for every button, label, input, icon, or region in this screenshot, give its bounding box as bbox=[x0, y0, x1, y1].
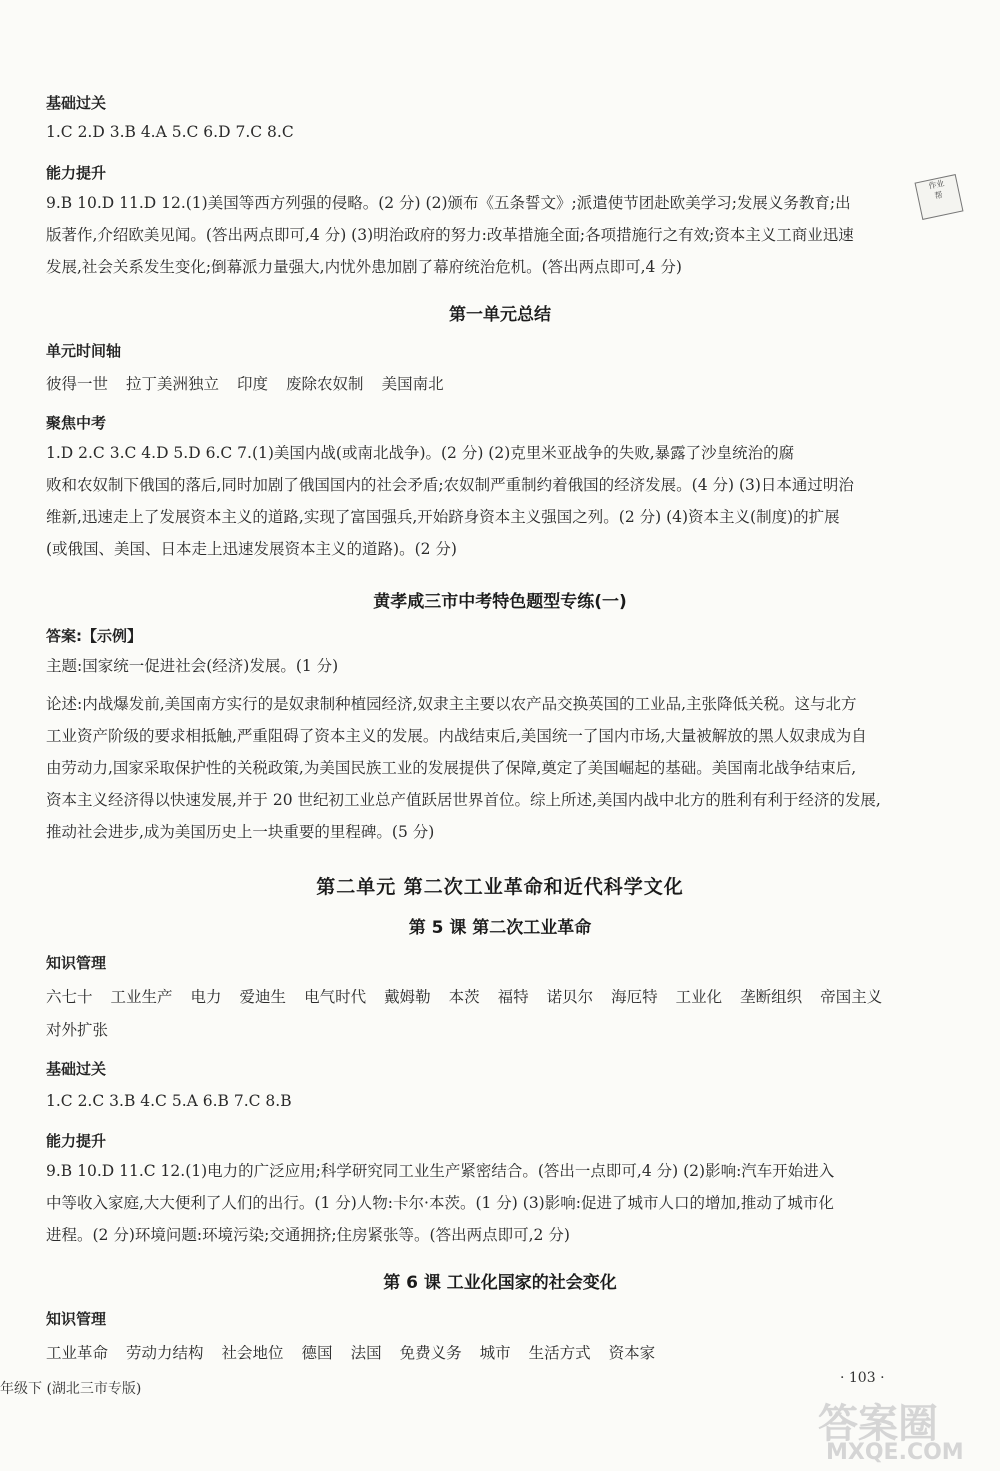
basic-answers: 1.C 2.D 3.B 4.A 5.C 6.D 7.C 8.C bbox=[46, 123, 294, 141]
focus-answers: 1.D 2.C 3.C 4.D 5.D 6.C 7.(1)美国内战(或南北战争)。(2 分) (2)克里米亚战争的失败,暴露了沙皇统治的腐 败和农奴制下俄国的落后,同时加剧了俄国国内的社会矛盾;农奴制严重制约着俄国的经济发展。(4 分) (3)日本通过明治 维新,迅速走上了发展资本主义的道路,实现了富国强兵,开始跻身资本主义强国之列。(2 分) (4)资本主义(制度)的扩展 (或俄国、美国、日本走上迅速发展资本主义的道路)。(2 分) bbox=[46, 444, 854, 558]
special-title: 黄孝咸三市中考特色题型专练(一) bbox=[373, 592, 627, 612]
heading-knowledge: 知识管理 bbox=[46, 954, 107, 972]
heading-knowledge-6: 知识管理 bbox=[46, 1310, 107, 1328]
basic-answers-2: 1.C 2.C 3.B 4.C 5.A 6.B 7.C 8.B bbox=[46, 1092, 292, 1110]
stamp-seal: 作业 帮 bbox=[915, 174, 964, 220]
page-number: · 103 · bbox=[840, 1370, 885, 1386]
heading-ability-2: 能力提升 bbox=[46, 1132, 107, 1150]
heading-ability: 能力提升 bbox=[46, 164, 107, 182]
lesson5-title: 第 5 课 第二次工业革命 bbox=[408, 918, 592, 938]
knowledge6-words: 工业革命 劳动力结构 社会地位 德国 法国 免费义务 城市 生活方式 资本家 bbox=[46, 1344, 656, 1362]
footer-left: 年级下 (湖北三市专版) bbox=[0, 1381, 142, 1397]
special-theme: 主题:国家统一促进社会(经济)发展。(1 分) bbox=[46, 657, 339, 675]
heading-basic-2: 基础过关 bbox=[46, 1060, 107, 1078]
knowledge-extra: 对外扩张 bbox=[46, 1021, 109, 1039]
lesson6-title: 第 6 课 工业化国家的社会变化 bbox=[383, 1273, 617, 1293]
heading-focus: 聚焦中考 bbox=[46, 414, 107, 432]
unit1-title: 第一单元总结 bbox=[449, 305, 551, 325]
unit2-title: 第二单元 第二次工业革命和近代科学文化 bbox=[316, 876, 684, 898]
timeline-words: 彼得一世 拉丁美洲独立 印度 废除农奴制 美国南北 bbox=[46, 375, 444, 393]
heading-answer: 答案:【示例】 bbox=[46, 627, 142, 645]
special-essay: 论述:内战爆发前,美国南方实行的是奴隶制种植园经济,奴隶主主要以农产品交换英国的工业品,主张降低关税。这与北方 工业资产阶级的要求相抵触,严重阻碍了资本主义的发展。内战结束后,美国统一了国内市场,大量被解放的黑人奴隶成为自 由劳动力,国家采取保护性的关税政策,为美国民族工业的发展提供了保障,奠定了美国崛起的基础。美国南北战争结束后, 资本主义经济得以快速发展,并于 20 世纪初工业总产值跃居世界首位。综上所述,美国内战中北方的胜利有利于经济的发展, 推动社会进步,成为美国历史上一块重要的里程碑。(5 分) bbox=[46, 695, 881, 841]
ability-answers: 9.B 10.D 11.D 12.(1)美国等西方列强的侵略。(2 分) (2)颁布《五条誓文》;派遣使节团赴欧美学习;发展义务教育;出 版著作,介绍欧美见闻。(答出两点即可,4 分) (3)明治政府的努力:改革措施全面;各项措施行之有效;资本主义工商业迅速 发展,社会关系发生变化;倒幕派力量强大,内忧外患加剧了幕府统治危机。(答出两点即可,4 分) bbox=[46, 194, 854, 276]
heading-timeline: 单元时间轴 bbox=[46, 342, 122, 360]
watermark-logo: 答案圈 bbox=[818, 1401, 938, 1447]
ability-answers-2: 9.B 10.D 11.C 12.(1)电力的广泛应用;科学研究同工业生产紧密结合。(答出一点即可,4 分) (2)影响:汽车开始进入 中等收入家庭,大大便利了人们的出行。(1 分)人物:卡尔·本茨。(1 分) (3)影响:促进了城市人口的增加,推动了城市化 进程。(2 分)环境问题:环境污染;交通拥挤;住房紧张等。(答出两点即可,2 分) bbox=[46, 1162, 835, 1244]
knowledge-words: 六七十 工业生产 电力 爱迪生 电气时代 戴姆勒 本茨 福特 诺贝尔 海厄特 工业化 垄断组织 帝国主义 bbox=[46, 988, 883, 1006]
watermark-url: MXQE.COM bbox=[826, 1440, 964, 1465]
heading-basic: 基础过关 bbox=[46, 94, 107, 112]
